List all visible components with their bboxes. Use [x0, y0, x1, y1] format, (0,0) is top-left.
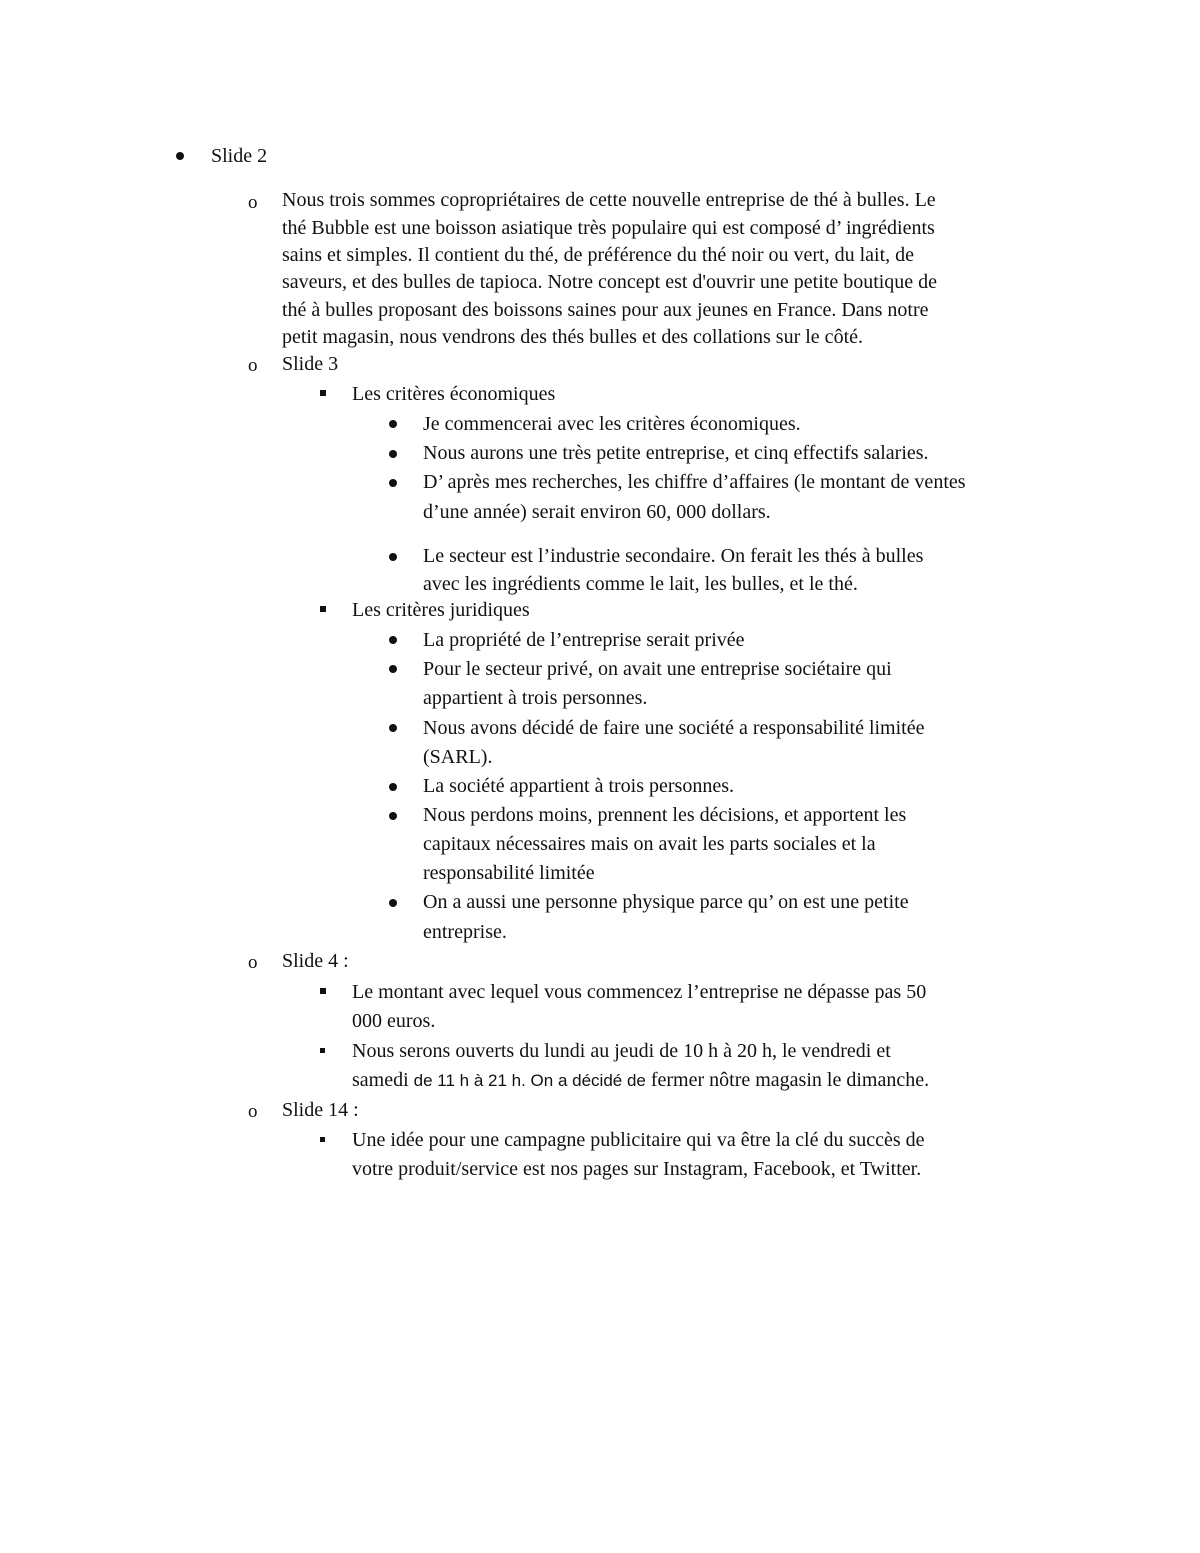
legal-item-5-line-3: responsabilité limitée — [423, 862, 595, 884]
bullet-square-icon — [320, 1137, 325, 1142]
slide-2-heading: Slide 2 — [211, 145, 268, 167]
slide-2-paragraph-line-5: thé à bulles proposant des boissons saines pour aux jeunes en France. Dans notre — [282, 299, 929, 321]
slide-4-item-2-text-a: samedi — [352, 1069, 414, 1091]
economic-item-4-line-1: Le secteur est l’industrie secondaire. On ferait les thés à bulles — [423, 545, 924, 567]
slide-2-paragraph-line-3: sains et simples. Il contient du thé, de préférence du thé noir ou vert, du lait, de — [282, 244, 915, 266]
legal-item-2-line-2: appartient à trois personnes. — [423, 687, 648, 709]
legal-criteria-heading: Les critères juridiques — [352, 599, 530, 621]
slide-4-item-2-line-1: Nous serons ouverts du lundi au jeudi de 10 h à 20 h, le vendredi et — [352, 1040, 891, 1062]
legal-item-1: La propriété de l’entreprise serait privée — [423, 629, 745, 651]
legal-item-3-line-2: (SARL). — [423, 746, 493, 768]
slide-2-paragraph-line-4: saveurs, et des bulles de tapioca. Notre concept est d'ouvrir une petite boutique de — [282, 271, 938, 293]
bullet-disc-icon — [389, 636, 397, 644]
legal-item-3-line-1: Nous avons décidé de faire une société a responsabilité limitée — [423, 717, 925, 739]
slide-4-heading: Slide 4 : — [282, 950, 349, 972]
legal-item-6-line-1: On a aussi une personne physique parce qu’ on est une petite — [423, 891, 909, 913]
bullet-square-icon — [320, 606, 326, 612]
bullet-disc-icon — [389, 420, 397, 428]
slide-4-item-1-line-1: Le montant avec lequel vous commencez l’entreprise ne dépasse pas 50 — [352, 981, 927, 1003]
legal-item-5-line-1: Nous perdons moins, prennent les décisions, et apportent les — [423, 804, 907, 826]
economic-item-1: Je commencerai avec les critères économiques. — [423, 413, 801, 435]
economic-item-3-line-1: D’ après mes recherches, les chiffre d’affaires (le montant de ventes — [423, 471, 966, 493]
slide-2-paragraph-line-6: petit magasin, nous vendrons des thés bulles et des collations sur le côté. — [282, 326, 863, 348]
slide-14-item-1-line-2: votre produit/service est nos pages sur Instagram, Facebook, et Twitter. — [352, 1158, 922, 1180]
bullet-disc-icon — [389, 899, 397, 907]
legal-item-6-line-2: entreprise. — [423, 921, 507, 943]
bullet-circle-icon: o — [248, 192, 258, 213]
bullet-circle-icon: o — [248, 1101, 258, 1122]
slide-4-item-2-text-b: de 11 h à 21 h. On a décidé de — [413, 1071, 646, 1090]
slide-4-item-2-text-c: fermer nôtre magasin le dimanche. — [645, 1069, 930, 1091]
legal-item-4: La société appartient à trois personnes. — [423, 775, 734, 797]
bullet-circle-icon: o — [248, 355, 258, 376]
bullet-disc-icon — [389, 812, 397, 820]
economic-item-2: Nous aurons une très petite entreprise, et cinq effectifs salaries. — [423, 442, 929, 464]
slide-2-paragraph-line-1: Nous trois sommes copropriétaires de cette nouvelle entreprise de thé à bulles. Le — [282, 189, 936, 211]
bullet-disc-icon — [389, 553, 397, 561]
economic-criteria-heading: Les critères économiques — [352, 383, 556, 405]
slide-4-item-2-line-2 — [352, 1066, 929, 1096]
economic-item-3-line-2: d’une année) serait environ 60, 000 dollars. — [423, 501, 771, 523]
bullet-square-icon — [320, 1048, 325, 1053]
bullet-circle-icon: o — [248, 952, 258, 973]
bullet-disc-icon — [176, 152, 184, 160]
bullet-square-icon — [320, 988, 326, 994]
bullet-disc-icon — [389, 783, 397, 791]
bullet-disc-icon — [389, 665, 397, 673]
economic-item-4-line-2: avec les ingrédients comme le lait, les bulles, et le thé. — [423, 573, 858, 595]
bullet-disc-icon — [389, 479, 397, 487]
bullet-square-icon — [320, 390, 326, 396]
bullet-disc-icon — [389, 724, 397, 732]
bullet-disc-icon — [389, 450, 397, 458]
legal-item-2-line-1: Pour le secteur privé, on avait une entreprise sociétaire qui — [423, 658, 892, 680]
legal-item-5-line-2: capitaux nécessaires mais on avait les parts sociales et la — [423, 833, 876, 855]
slide-14-heading: Slide 14 : — [282, 1099, 359, 1121]
slide-2-paragraph-line-2: thé Bubble est une boisson asiatique très populaire qui est composé d’ ingrédients — [282, 217, 935, 239]
slide-3-heading: Slide 3 — [282, 353, 339, 375]
slide-14-item-1-line-1: Une idée pour une campagne publicitaire qui va être la clé du succès de — [352, 1129, 925, 1151]
slide-4-item-1-line-2: 000 euros. — [352, 1010, 436, 1032]
